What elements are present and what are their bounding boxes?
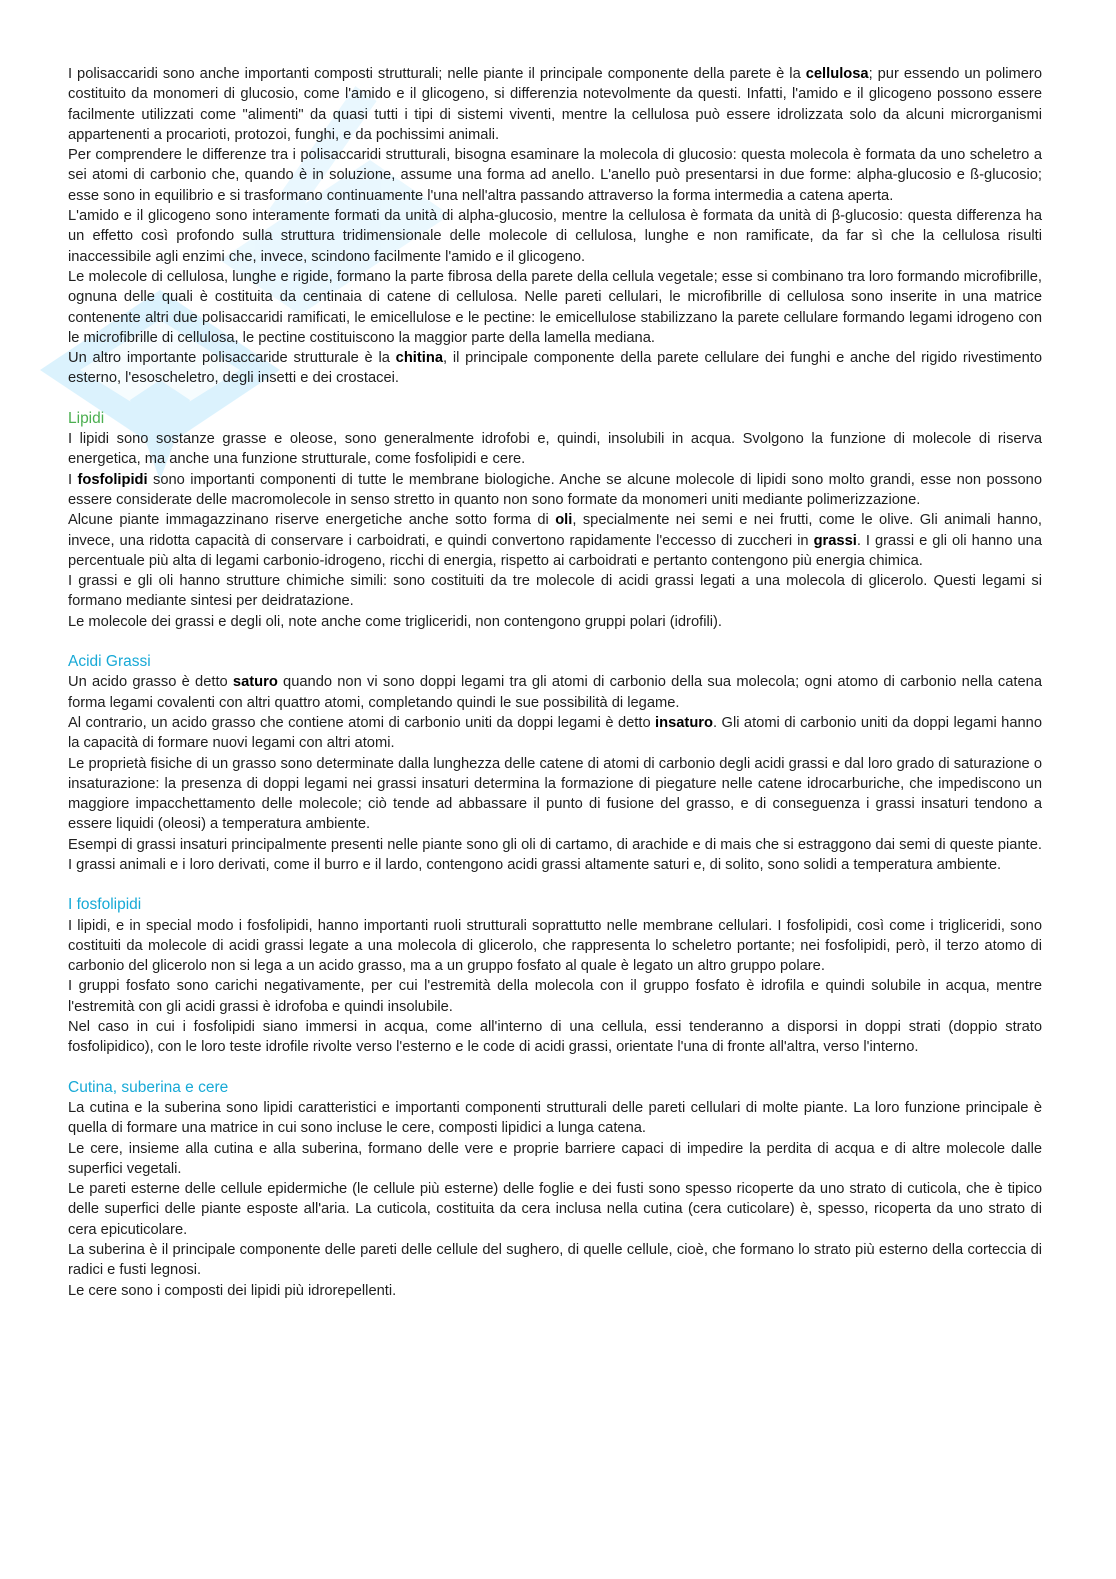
acidi-paragraph-5: I grassi animali e i loro derivati, come il burro e il lardo, contengono acidi grassi altamente saturi e, di solito, sono solidi a temperatura ambiente. — [68, 856, 1002, 873]
cutina-paragraph-5: Le cere sono i composti dei lipidi più idrorepellenti. — [68, 1282, 397, 1299]
cutina-paragraph-3: Le pareti esterne delle cellule epidermiche (le cellule più esterne) delle foglie e dei fusti sono spesso ricoperte da uno strato di cuticola, che è tipico delle superfici delle piante esposte all'aria. La cuticola, costituita da cera inclusa nella cutina (cera cuticolare) è, spesso, ricoperta da uno strato di cera epicuticolare. — [68, 1181, 1042, 1238]
intro-paragraph-1: I polisaccaridi sono anche importanti composti strutturali; nelle piante il principale componente della parete è la cellulosa; pur essendo un polimero costituito da monomeri di glucosio, come l'amido e il glicogeno, si differenzia notevolmente da questi. Infatti, l'amido e il glicogeno possono essere facilmente utilizzati come "alimenti" da quasi tutti i tipi di sistemi viventi, mentre la cellulosa può essere idrolizzata solo da alcuni microrganismi appartenenti a procarioti, protozoi, funghi, e da pochissimi animali. — [68, 66, 1042, 143]
lipidi-paragraph-4: I grassi e gli oli hanno strutture chimiche simili: sono costituiti da tre molecole di acidi grassi legati a una molecola di glicerolo. Questi legami si formano mediante sintesi per deidratazione. — [68, 573, 1042, 610]
section-heading-acidi-grassi: Acidi Grassi — [68, 653, 151, 671]
lipidi-paragraph-3: Alcune piante immagazzinano riserve energetiche anche sotto forma di oli, specialmente nei semi e nei frutti, come le olive. Gli animali hanno, invece, una ridotta capacità di conservare i carboidrati, e quindi convertono rapidamente l'eccesso di zuccheri in grassi. I grassi e gli oli hanno una percentuale più alta di legami carbonio-idrogeno, ricchi di energia, rispetto ai carboidrati e pertanto contengono più energia chimica. — [68, 512, 1042, 569]
fosfo-paragraph-3: Nel caso in cui i fosfolipidi siano immersi in acqua, come all'interno di una cellula, essi tenderanno a disporsi in doppi strati (doppio strato fosfolipidico), con le loro teste idrofile rivolte verso l'esterno e le code di acidi grassi, orientate l'una di fronte all'altra, verso l'interno. — [68, 1019, 1042, 1056]
intro-paragraph-3: L'amido e il glicogeno sono interamente formati da unità di alpha-glucosio, mentre la cellulosa è formata da unità di β-glucosio: questa differenza ha un effetto così profondo sulla struttura tridimensionale delle molecole di cellulosa, lunghe e non ramificate, da far sì che la cellulosa risulti inaccessibile agli enzimi che, invece, scindono facilmente l'amido e il glicogeno. — [68, 208, 1042, 265]
acidi-paragraph-4: Esempi di grassi insaturi principalmente presenti nelle piante sono gli oli di cartamo, di arachide e di mais che si estraggono dai semi di queste piante. — [68, 836, 1042, 853]
term-fosfolipidi: fosfolipidi — [77, 471, 148, 488]
section-heading-fosfolipidi: I fosfolipidi — [68, 896, 142, 914]
section-heading-lipidi: Lipidi — [68, 409, 105, 427]
term-cellulosa: cellulosa — [805, 66, 869, 82]
lipidi-paragraph-5: Le molecole dei grassi e degli oli, note anche come trigliceridi, non contengono gruppi polari (idrofili). — [68, 613, 722, 630]
document-page — [68, 64, 1042, 1301]
intro-paragraph-4: Le molecole di cellulosa, lunghe e rigide, formano la parte fibrosa della parete della cellula vegetale; esse si combinano tra loro formando microfibrille, ognuna delle quali è costituita da centinaia di catene di cellulosa. Nelle pareti cellulari, le microfibrille di cellulosa sono inserite in una matrice contenente altri due polisaccaridi ramificati, le emicellulose e le pectine: le emicellulose stabilizzano la parete cellulare formando legami idrogeno con le microfibrille di cellulosa, le pectine costituiscono la maggior parte della lamella mediana. — [68, 268, 1042, 346]
acidi-paragraph-2: Al contrario, un acido grasso che contiene atomi di carbonio uniti da doppi legami è detto insaturo. Gli atomi di carbonio uniti da doppi legami hanno la capacità di formare nuovi legami con altri atomi. — [68, 714, 1042, 752]
fosfo-paragraph-1: I lipidi, e in special modo i fosfolipidi, hanno importanti ruoli strutturali soprattutto nelle membrane cellulari. I fosfolipidi, così come i trigliceridi, sono costituiti da molecole di acidi grassi legate a una molecola di glicerolo, che rappresenta lo scheletro portante; nei fosfolipidi, però, il terzo atomo di carbonio del glicerolo non si lega a un acido grasso, ma a un gruppo fosfato al quale è legato un altro gruppo polare. — [68, 917, 1042, 975]
term-grassi: grassi — [813, 532, 857, 549]
fosfo-paragraph-2: I gruppi fosfato sono carichi negativamente, per cui l'estremità della molecola con il gruppo fosfato è idrofila e quindi solubile in acqua, mentre l'estremità con gli acidi grassi è idrofoba e quindi insolubile. — [68, 978, 1042, 1015]
intro-paragraph-5: Un altro importante polisaccaride strutturale è la chitina, il principale componente della parete cellulare dei funghi e anche del rigido rivestimento esterno, l'esoscheletro, degli insetti e dei crostacei. — [68, 350, 1042, 387]
section-heading-cutina: Cutina, suberina e cere — [68, 1078, 229, 1096]
term-oli: oli — [555, 512, 573, 529]
lipidi-paragraph-1: I lipidi sono sostanze grasse e oleose, sono generalmente idrofobi e, quindi, insolubili in acqua. Svolgono la funzione di molecole di riserva energetica, ma anche una funzione strutturale, come fosfolipidi e cere. — [68, 431, 1042, 468]
term-insaturo: insaturo — [655, 714, 713, 731]
cutina-paragraph-1: La cutina e la suberina sono lipidi caratteristici e importanti componenti strutturali delle pareti cellulari di molte piante. La loro funzione principale è quella di formare una matrice in cui sono incluse le cere, composti lipidici a lunga catena. — [68, 1099, 1042, 1137]
acidi-paragraph-3: Le proprietà fisiche di un grasso sono determinate dalla lunghezza delle catene di atomi di carbonio degli acidi grassi e dal loro grado di saturazione o insaturazione: la presenza di doppi legami nei grassi insaturi determina la formazione di piegature nelle catene idrocarburiche, che impediscono un maggiore impacchettamento delle molecole; ciò tende ad abbassare il punto di fusione del grasso, e di conseguenza i grassi insaturi tendono a essere liquidi (oleosi) a temperatura ambiente. — [68, 755, 1042, 833]
intro-paragraph-2: Per comprendere le differenze tra i polisaccaridi strutturali, bisogna esaminare la molecola di glucosio: questa molecola è formata da uno scheletro a sei atomi di carbonio che, quando è in soluzione, assume una forma ad anello. L'anello può presentarsi in due forme: alpha-glucosio e ß-glucosio; esse sono in equilibrio e si trasformano continuamente l'una nell'altra passando attraverso la forma intermedia a catena aperta. — [68, 147, 1042, 204]
lipidi-paragraph-2: I fosfolipidi sono importanti componenti di tutte le membrane biologiche. Anche se alcune molecole di lipidi sono molto grandi, esse non possono essere considerate delle macromolecole in senso stretto in quanto non sono formate da monomeri uniti mediante polimerizzazione. — [68, 471, 1042, 508]
cutina-paragraph-4: La suberina è il principale componente delle pareti delle cellule del sughero, di quelle cellule, cioè, che formano lo strato più esterno della corteccia di radici e fusti legnosi. — [68, 1242, 1042, 1279]
term-chitina: chitina — [395, 350, 443, 367]
cutina-paragraph-2: Le cere, insieme alla cutina e alla suberina, formano delle vere e proprie barriere capaci di impedire la perdita di acqua e di altre molecole dalle superfici vegetali. — [68, 1140, 1042, 1177]
acidi-paragraph-1: Un acido grasso è detto saturo quando non vi sono doppi legami tra gli atomi di carbonio della sua molecola; ogni atomo di carbonio nella catena forma legami covalenti con altri quattro atomi, completando quindi le sue possibilità di legame. — [68, 674, 1042, 711]
term-saturo: saturo — [232, 674, 278, 691]
